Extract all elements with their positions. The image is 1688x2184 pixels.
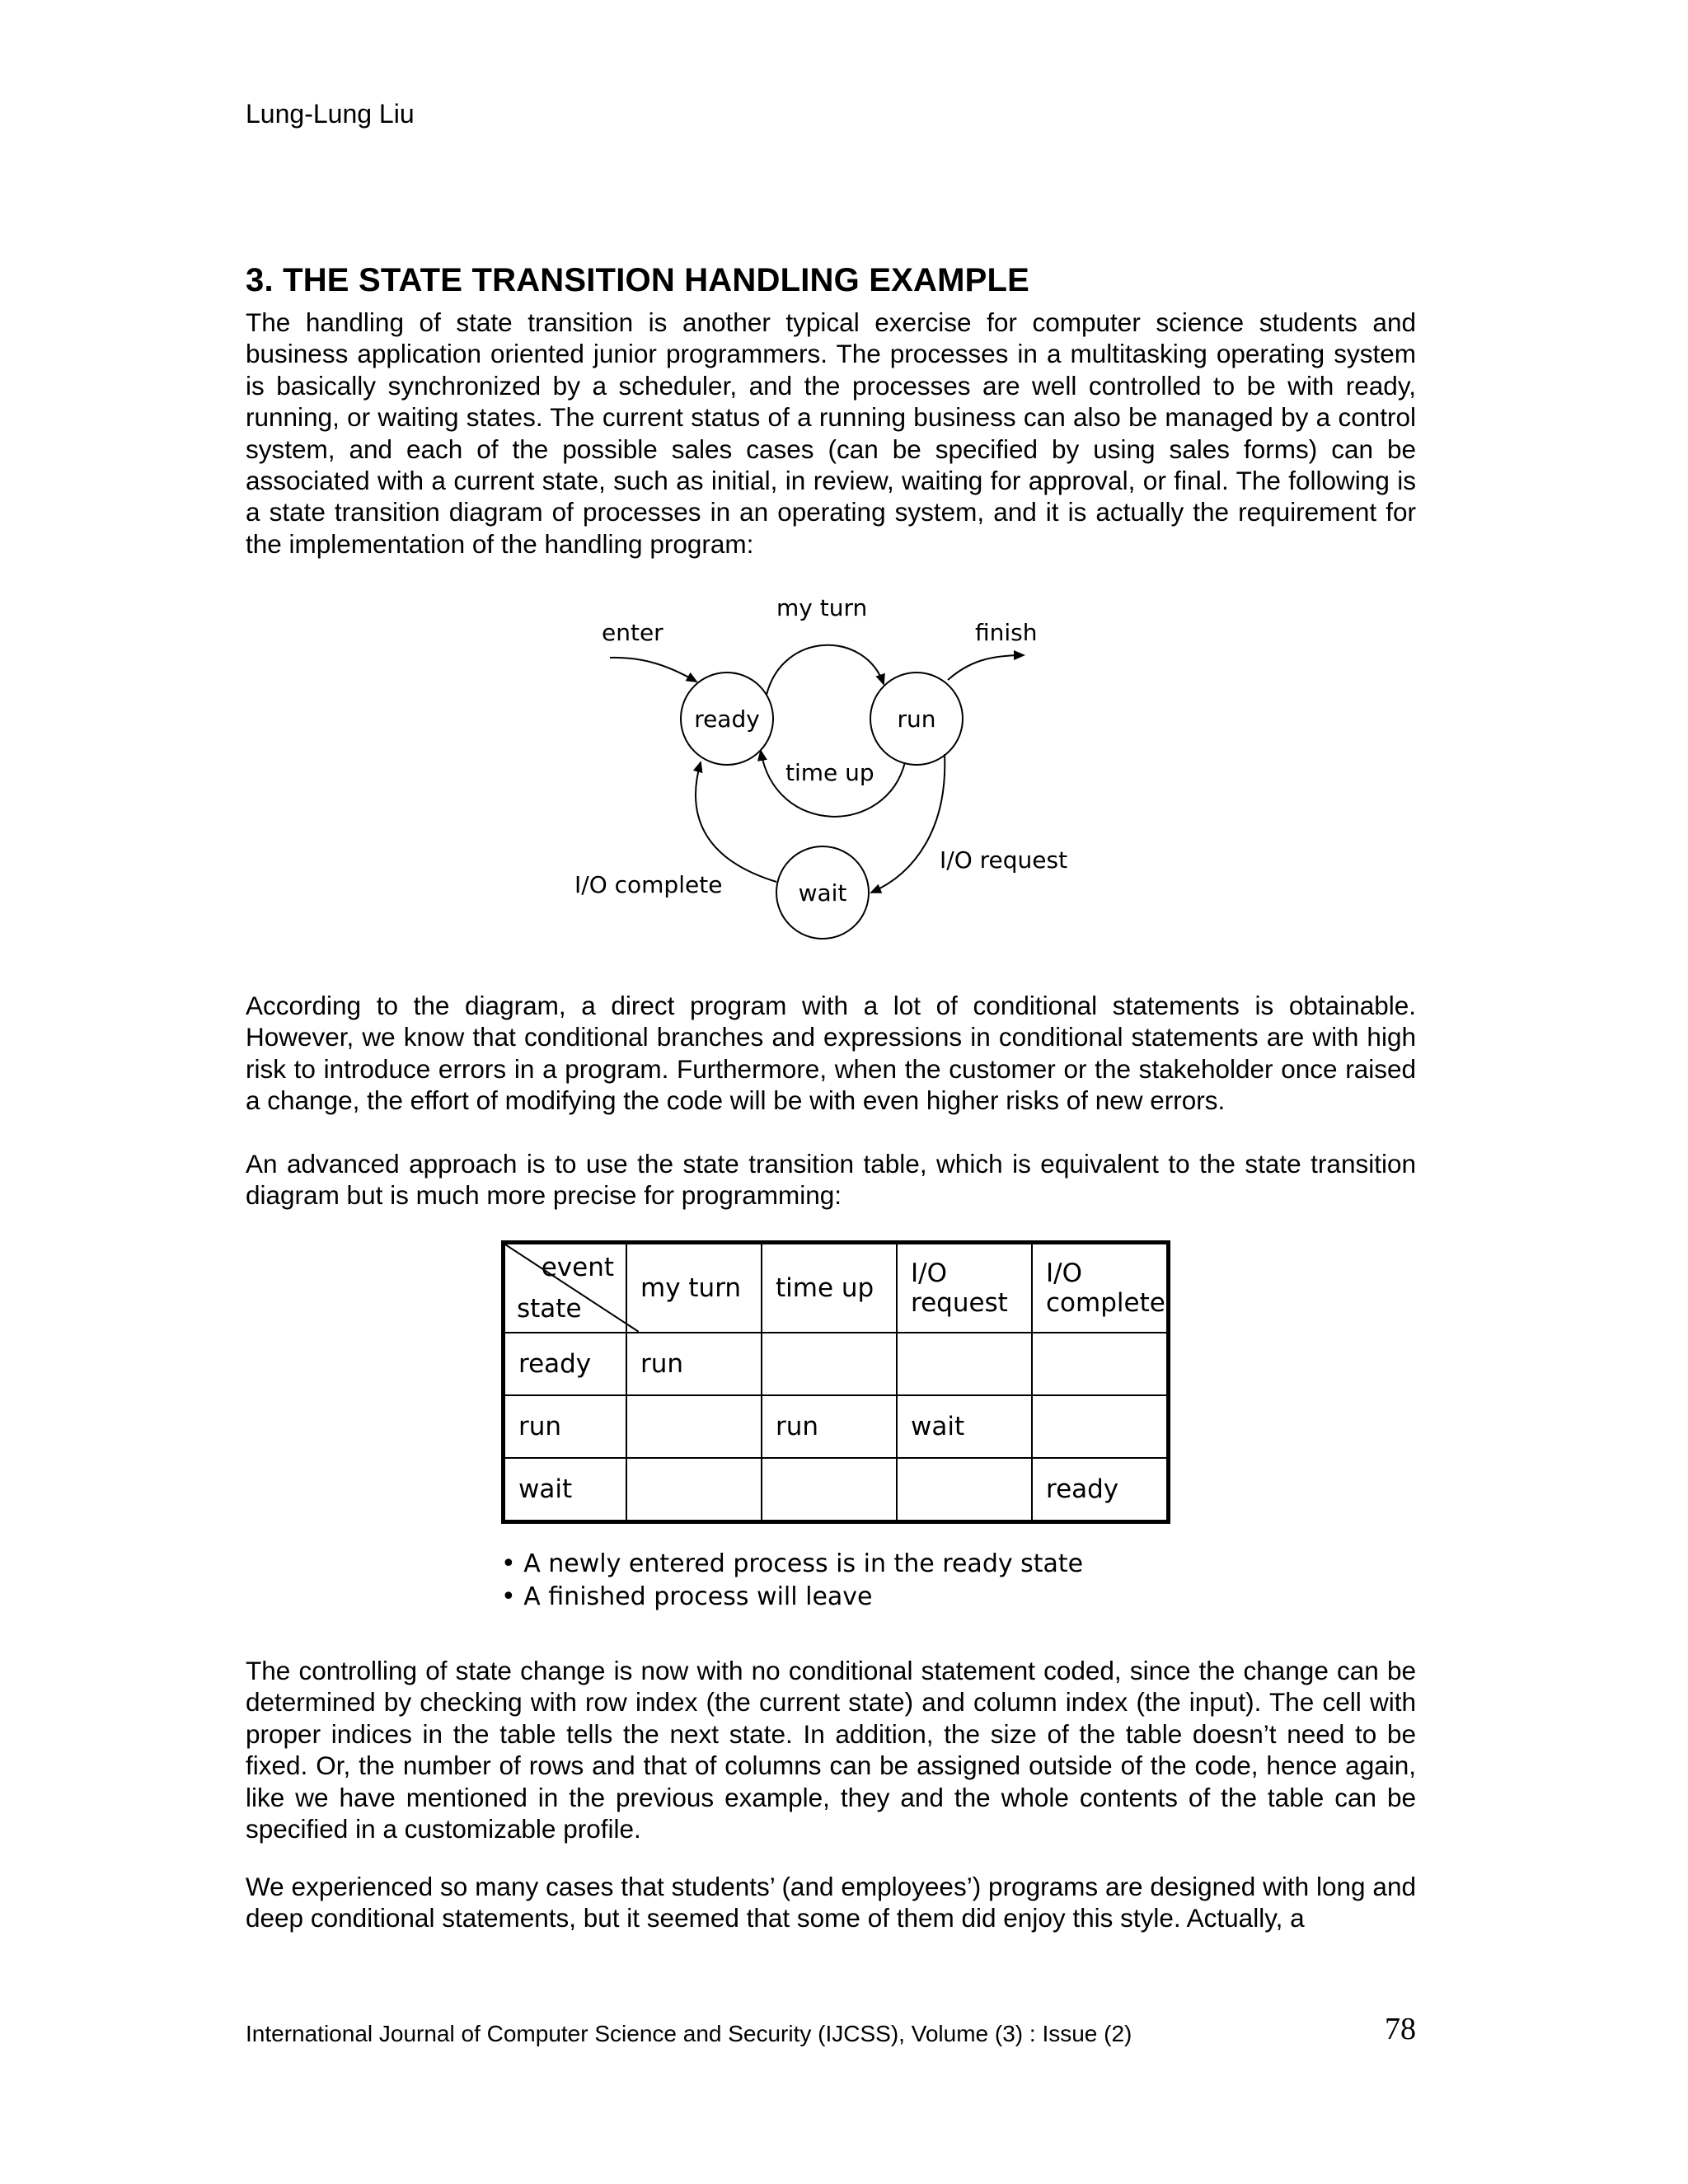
paragraph-intro: The handling of state transition is another typical exercise for computer science students and business application oriented junior programmers. The processes in a multitasking operating system is basically synchronized by a scheduler, and the processes are well controlled to be with ready, running, or waiting states. The current status of a running business can also be managed by a control system, and each of the possible sales cases (can be specified by using sales forms) can be associated with a current state, such as initial, in review, waiting for approval, or final. The following is a state transition diagram of processes in an operating system, and it is actually the requirement for the implementation of the handling program: <box>246 307 1416 559</box>
label-finish: finish <box>975 619 1038 646</box>
corner-state-label: state <box>517 1294 582 1324</box>
table-corner-cell <box>504 1243 627 1333</box>
table-cell <box>897 1458 1032 1522</box>
table-cell: run <box>762 1395 897 1458</box>
label-my-turn: my turn <box>776 594 868 621</box>
state-wait-label: wait <box>798 879 847 907</box>
state-ready-label: ready <box>694 705 760 733</box>
label-enter: enter <box>602 619 663 646</box>
note-newly-entered: • A newly entered process is in the ready state <box>501 1549 1084 1578</box>
header-time-up: time up <box>776 1273 874 1303</box>
table-cell <box>762 1458 897 1522</box>
table-row <box>504 1458 1169 1522</box>
paragraph-experience: We experienced so many cases that students’ (and employees’) programs are designed with long and deep conditional statements, but it seemed that some of them did enjoy this style. Actually, a <box>246 1872 1416 1933</box>
table-cell: ready <box>1032 1458 1169 1522</box>
header-my-turn: my turn <box>640 1273 742 1303</box>
header-io-request-line2: request <box>911 1288 1008 1318</box>
corner-event-label: event <box>541 1253 614 1282</box>
label-time-up: time up <box>785 759 874 786</box>
table-cell <box>1032 1333 1169 1395</box>
table-header-cell <box>762 1243 897 1333</box>
table-header-cell <box>897 1243 1032 1333</box>
header-io-request-line1: I/O <box>911 1258 947 1288</box>
header-io-complete-line1: I/O <box>1046 1258 1082 1288</box>
table-header-cell <box>1032 1243 1169 1333</box>
running-header-author: Lung-Lung Liu <box>246 99 415 129</box>
arrow-io-complete <box>696 762 776 882</box>
state-run-label: run <box>897 705 936 733</box>
table-notes <box>501 1548 1083 1614</box>
arrow-io-request <box>871 754 945 893</box>
table-cell <box>626 1458 762 1522</box>
table-row <box>504 1395 1169 1458</box>
paragraph-advanced-approach: An advanced approach is to use the state transition table, which is equivalent to the state transition diagram but is much more precise for programming: <box>246 1149 1416 1211</box>
arrow-finish <box>948 655 1024 680</box>
table-row-state: wait <box>504 1458 627 1522</box>
table-cell: wait <box>897 1395 1032 1458</box>
paragraph-conditional-risk: According to the diagram, a direct program with a lot of conditional statements is obtainable. However, we know that conditional branches and expressions in conditional statements are with high risk to introduce errors in a program. Furthermore, when the customer or the stakeholder once raised a change, the effort of modifying the code will be with even higher risks of new errors. <box>246 991 1416 1116</box>
table-cell <box>1032 1395 1169 1458</box>
label-io-request: I/O request <box>940 846 1068 874</box>
arrow-enter <box>610 658 696 682</box>
label-io-complete: I/O complete <box>574 871 723 898</box>
note-finished-process: • A finished process will leave <box>501 1582 873 1611</box>
table-cell: run <box>626 1333 762 1395</box>
table-header-row <box>504 1243 1169 1333</box>
table-header-cell <box>626 1243 762 1333</box>
footer-journal: International Journal of Computer Science and Security (IJCSS), Volume (3) : Issue (2) <box>246 2021 1132 2046</box>
paragraph-controlling-state: The controlling of state change is now with no conditional statement coded, since the change can be determined by checking with row index (the current state) and column index (the input). The cell with proper indices in the table tells the next state. In addition, the size of the table doesn’t need to be fixed. Or, the number of rows and that of columns can be assigned outside of the code, hence again, like we have mentioned in the previous example, they and the whole contents of the table can be specified in a customizable profile. <box>246 1656 1416 1844</box>
table-cell <box>626 1395 762 1458</box>
arrow-my-turn <box>767 645 884 695</box>
header-io-complete-line2: complete <box>1046 1288 1165 1318</box>
table-row-state: run <box>504 1395 627 1458</box>
table-row <box>504 1333 1169 1395</box>
table-row-state: ready <box>504 1333 627 1395</box>
footer-page-number: 78 <box>1385 2012 1416 2046</box>
table-cell <box>762 1333 897 1395</box>
state-transition-table <box>501 1240 1170 1524</box>
state-transition-diagram <box>560 589 1088 952</box>
section-title: 3. THE STATE TRANSITION HANDLING EXAMPLE <box>246 262 1029 298</box>
table-cell <box>897 1333 1032 1395</box>
